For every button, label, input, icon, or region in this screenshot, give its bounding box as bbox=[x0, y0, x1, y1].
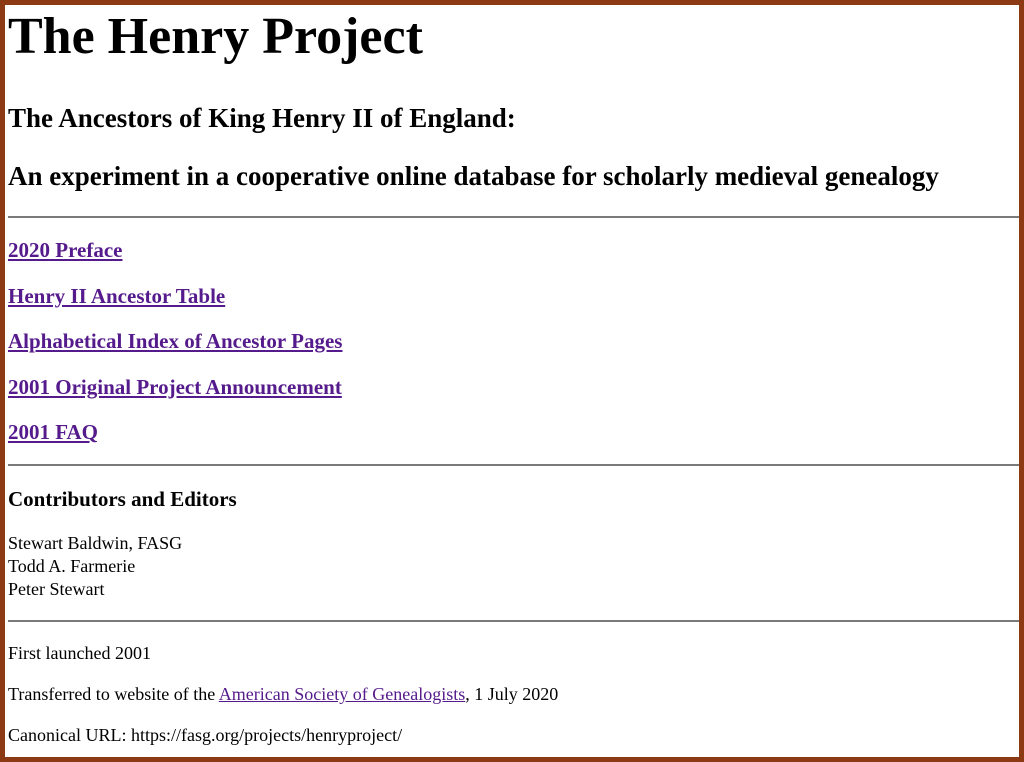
contributor-name: Stewart Baldwin, FASG bbox=[8, 533, 183, 553]
page-subtitle-ancestors: The Ancestors of King Henry II of England: bbox=[8, 103, 516, 133]
transfer-suffix: , 1 July 2020 bbox=[465, 684, 559, 704]
link-2001-faq[interactable]: 2001 FAQ bbox=[8, 420, 99, 444]
link-2020-preface[interactable]: 2020 Preface bbox=[8, 238, 123, 262]
contributor-name: Todd A. Farmerie bbox=[8, 556, 136, 576]
contributor-name: Peter Stewart bbox=[8, 579, 105, 599]
transfer-prefix: Transferred to website of the bbox=[8, 684, 219, 704]
divider-middle bbox=[8, 464, 1019, 466]
canonical-url: Canonical URL: https://fasg.org/projects/henryproject/ bbox=[8, 725, 403, 745]
transfer-note bbox=[8, 683, 1019, 706]
link-asg[interactable]: American Society of Genealogists bbox=[218, 684, 466, 704]
page-subtitle-experiment: An experiment in a cooperative online database for scholarly medieval genealogy bbox=[8, 161, 939, 191]
contributors-list bbox=[8, 532, 1019, 601]
link-alphabetical-index[interactable]: Alphabetical Index of Ancestor Pages bbox=[8, 329, 343, 353]
project-links bbox=[8, 237, 1019, 445]
contributors-heading: Contributors and Editors bbox=[8, 487, 237, 511]
link-ancestor-table[interactable]: Henry II Ancestor Table bbox=[8, 283, 226, 308]
divider-bottom bbox=[8, 620, 1019, 622]
page bbox=[5, 5, 1019, 757]
launch-note: First launched 2001 bbox=[8, 643, 151, 663]
link-original-announcement[interactable]: 2001 Original Project Announcement bbox=[8, 374, 342, 399]
page-title: The Henry Project bbox=[8, 8, 423, 65]
divider-top bbox=[8, 216, 1019, 218]
